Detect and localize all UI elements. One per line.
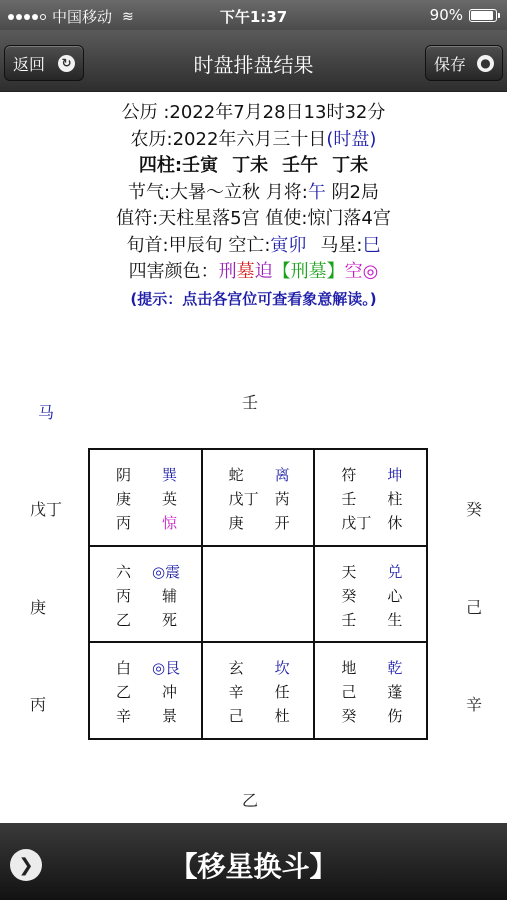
palace-star: 芮 (274, 490, 290, 508)
nine-palace-grid (88, 448, 428, 740)
palace-earth-stem: 辛 (116, 707, 132, 726)
hint-text: (提示：点击各宫位可查看象意解读。) (130, 289, 377, 308)
colors-label: 四害颜色： (128, 261, 219, 282)
palace-door: 开 (274, 514, 290, 532)
yuejiang: 午 (307, 181, 326, 203)
legend-xingmu: 【刑墓】 (272, 261, 345, 282)
page-title: 时盘排盘结果 (193, 53, 314, 77)
palace-god: 玄 (228, 659, 244, 678)
palace-earth-stem: 戊丁 (341, 514, 372, 532)
palace-star: 辅 (162, 586, 178, 605)
palace-stem: 辛 (228, 683, 244, 702)
palace-qian[interactable] (314, 642, 427, 739)
palace-name: ◎震 (152, 562, 181, 581)
chart-info (0, 100, 507, 312)
board-bottom-stem: 乙 (242, 791, 259, 810)
palace-god: 阴 (116, 466, 132, 484)
palace-name: ◎艮 (152, 659, 181, 678)
palace-stem: 壬 (341, 490, 357, 508)
board-right-stem-2: 己 (466, 598, 483, 617)
status-bar (0, 0, 507, 30)
palace-god: 蛇 (228, 466, 244, 484)
palace-earth-stem: 己 (228, 707, 244, 726)
xunshou-line (0, 233, 507, 260)
move-stars-button-label: 【移星换斗】 (169, 850, 338, 883)
legend-po: 迫 (254, 261, 273, 282)
battery-icon (469, 9, 497, 22)
pillars-label: 四柱: (138, 155, 183, 176)
board-left-stem-3: 丙 (30, 695, 47, 714)
palace-door: 惊 (162, 514, 178, 532)
board-top-stem: 壬 (242, 393, 259, 412)
xunshou-text: 旬首:甲辰旬 空亡: (126, 234, 271, 256)
palace-kan[interactable] (202, 642, 315, 739)
palace-god: 白 (116, 659, 132, 678)
palace-zhen[interactable] (89, 546, 202, 643)
palace-star: 任 (274, 683, 290, 702)
bottom-action-bar[interactable] (0, 823, 507, 900)
palace-stem: 丙 (116, 586, 132, 605)
save-button-label: 保存 (434, 54, 467, 74)
solar-date: 公历 :2022年7月28日13时32分 (121, 102, 386, 123)
ma-marker: 马 (38, 403, 55, 422)
pillar-year: 壬寅 (182, 155, 219, 176)
battery-percent: 90% (429, 6, 463, 24)
chevron-right-icon[interactable]: ❯ (10, 849, 42, 881)
ju-text: 阴2局 (325, 181, 380, 203)
palace-dui[interactable] (314, 546, 427, 643)
palace-gen[interactable] (89, 642, 202, 739)
palace-door: 杜 (274, 707, 290, 726)
palace-earth-stem: 乙 (116, 610, 132, 629)
palace-earth-stem: 癸 (341, 707, 357, 726)
palace-center[interactable] (202, 546, 315, 643)
palace-star: 心 (387, 586, 403, 605)
jieqi-line (0, 180, 507, 207)
pillar-hour: 丁未 (332, 155, 369, 176)
palace-god: 地 (341, 659, 357, 678)
status-time: 下午1:37 (219, 8, 288, 26)
legend-mu: 墓 (236, 261, 255, 282)
palace-name: 兑 (387, 562, 403, 581)
palace-star: 英 (162, 490, 178, 508)
zhifu-line: 值符:天柱星落5宫 值使:惊门落4宫 (116, 208, 391, 229)
palace-name: 离 (274, 466, 290, 484)
nav-bar (0, 30, 507, 92)
palace-name: 巽 (162, 466, 178, 484)
palace-earth-stem: 庚 (228, 514, 244, 532)
jieqi-text: 节气:大暑～立秋 月将: (127, 181, 308, 203)
status-right (430, 6, 497, 24)
palace-stem: 乙 (116, 683, 132, 702)
palace-door: 伤 (387, 707, 403, 726)
save-button[interactable] (425, 45, 503, 81)
palace-stem: 戊丁 (228, 490, 259, 508)
lunar-date-text: 农历:2022年六月三十日 (130, 128, 327, 150)
palace-name: 坤 (387, 466, 403, 484)
battery-fill (471, 11, 493, 20)
palace-door: 死 (162, 610, 178, 629)
maxing-label: 马星: (320, 234, 363, 256)
palace-star: 冲 (162, 683, 178, 702)
palace-door: 景 (162, 707, 178, 726)
board-left-stem-2: 庚 (30, 598, 47, 617)
kongwang: 寅卯 (270, 234, 307, 256)
palace-star: 柱 (387, 490, 403, 508)
pillar-month: 丁未 (232, 155, 269, 176)
legend-xing: 刑 (218, 261, 237, 282)
palace-li[interactable] (202, 449, 315, 546)
maxing: 巳 (362, 234, 381, 256)
palace-star: 蓬 (387, 683, 403, 702)
palace-god: 六 (116, 562, 132, 581)
palace-stem: 癸 (341, 586, 357, 605)
palace-door: 休 (387, 514, 403, 532)
legend-kong: 空◎ (344, 261, 379, 282)
back-button-label: 返回 (13, 54, 46, 74)
palace-door: 生 (387, 610, 403, 629)
palace-name: 坎 (274, 659, 290, 678)
palace-xun[interactable] (89, 449, 202, 546)
pillar-day: 壬午 (282, 155, 319, 176)
wifi-icon: ≋ (122, 8, 134, 25)
lunar-date (0, 127, 507, 154)
save-dot-icon: ● (477, 55, 494, 72)
palace-god: 符 (341, 466, 357, 484)
palace-stem: 己 (341, 683, 357, 702)
board-right-stem-1: 癸 (466, 500, 483, 519)
colors-legend (0, 259, 507, 286)
palace-stem: 庚 (116, 490, 132, 508)
palace-name: 乾 (387, 659, 403, 678)
palace-kun[interactable] (314, 449, 427, 546)
lunar-tag: (时盘) (326, 128, 377, 150)
board-left-stem-1: 戊丁 (30, 500, 63, 519)
four-pillars (0, 153, 507, 180)
board-right-stem-3: 辛 (466, 695, 483, 714)
palace-earth-stem: 丙 (116, 514, 132, 532)
back-arrow-icon: ↻ (58, 55, 75, 72)
palace-god: 天 (341, 562, 357, 581)
palace-earth-stem: 壬 (341, 610, 357, 629)
carrier-name: 中国移动 (52, 8, 113, 26)
